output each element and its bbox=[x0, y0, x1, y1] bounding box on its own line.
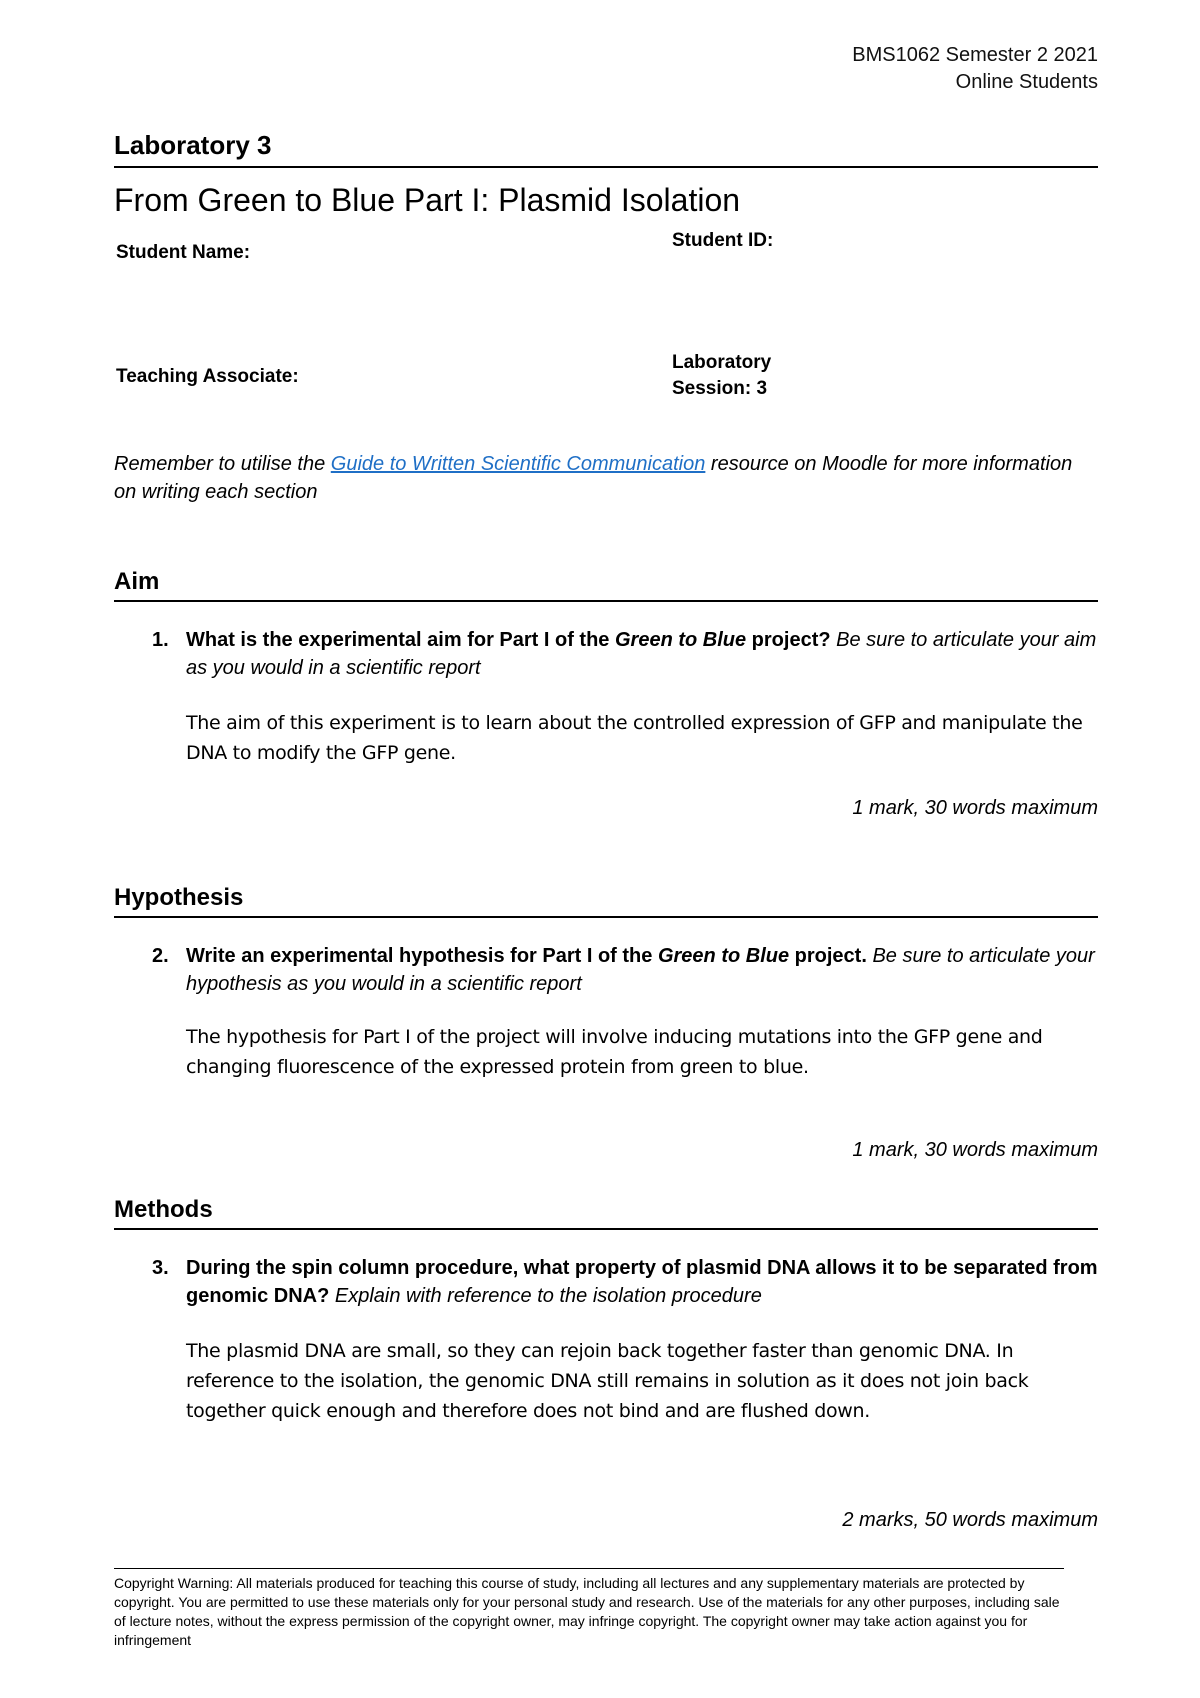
lab-title: Laboratory 3 bbox=[114, 128, 1098, 168]
question-2 bbox=[152, 942, 1098, 998]
lab-session-line1: Laboratory bbox=[672, 352, 772, 373]
student-mode: Online Students bbox=[955, 71, 1098, 93]
question-number: 1. bbox=[152, 629, 169, 651]
question-number: 2. bbox=[152, 945, 169, 967]
question-text-end: project? bbox=[746, 629, 831, 651]
lab-session-label bbox=[672, 350, 771, 402]
reminder-text-after: resource on Moodle for more information on writing each section bbox=[114, 453, 1073, 503]
answer-2: The hypothesis for Part I of the project will involve inducing mutations into the GFP gene and changing fluorescence of the expressed protein from green to blue. bbox=[186, 1026, 1043, 1078]
answer-3: The plasmid DNA are small, so they can rejoin back together faster than genomic DNA. In reference to the isolation, the genomic DNA still remains in solution as it does not join back together quick enough and therefore does not bind and are flushed down. bbox=[186, 1340, 1029, 1422]
question-text: Write an experimental hypothesis for Part I of the bbox=[186, 945, 658, 967]
section-heading-aim: Aim bbox=[114, 566, 1098, 602]
question-text-end: project. bbox=[789, 945, 867, 967]
question-instruction: Explain with reference to the isolation procedure bbox=[329, 1285, 762, 1307]
student-id-label: Student ID: bbox=[672, 230, 774, 251]
question-number: 3. bbox=[152, 1257, 169, 1279]
question-3 bbox=[152, 1254, 1098, 1310]
footer-divider bbox=[114, 1568, 1064, 1569]
project-name: Green to Blue bbox=[657, 945, 790, 967]
teaching-associate-label: Teaching Associate: bbox=[116, 366, 299, 387]
guide-link[interactable]: Guide to Written Scientific Communication bbox=[330, 453, 706, 475]
marks-2: 1 mark, 30 words maximum bbox=[852, 1139, 1098, 1161]
section-heading-hypothesis: Hypothesis bbox=[114, 882, 1098, 918]
reminder-note bbox=[114, 450, 1098, 506]
section-heading-methods: Methods bbox=[114, 1194, 1098, 1230]
question-instruction: Be sure to articulate your hypothesis as you would in a scientific report bbox=[186, 945, 1095, 995]
answer-1: The aim of this experiment is to learn about the controlled expression of GFP and manipulate the DNA to modify the GFP gene. bbox=[186, 712, 1083, 764]
lab-session-line2: Session: 3 bbox=[672, 378, 768, 399]
question-1 bbox=[152, 626, 1098, 682]
question-text: During the spin column procedure, what property of plasmid DNA allows it to be separated from genomic DNA? bbox=[186, 1257, 1098, 1307]
question-instruction: Be sure to articulate your aim as you would in a scientific report bbox=[186, 629, 1097, 679]
copyright-warning: Copyright Warning: All materials produced for teaching this course of study, including all lectures and any supplementary materials are protected by copyright. You are permitted to use these materials only for your personal study and research. Use of the materials for any other purposes, including sale of lecture notes, without the express permission of the copyright owner, may infringe copyright. The copyright owner may take action against you for infringement bbox=[114, 1575, 1060, 1648]
question-text: What is the experimental aim for Part I of the bbox=[186, 629, 615, 651]
course-code: BMS1062 Semester 2 2021 bbox=[852, 44, 1098, 66]
page-header bbox=[852, 42, 1098, 96]
page-title: From Green to Blue Part I: Plasmid Isolation bbox=[114, 182, 741, 218]
reminder-text-before: Remember to utilise the bbox=[114, 453, 331, 475]
marks-3: 2 marks, 50 words maximum bbox=[842, 1509, 1098, 1531]
marks-1: 1 mark, 30 words maximum bbox=[852, 797, 1098, 819]
student-name-label: Student Name: bbox=[116, 242, 251, 263]
document-page bbox=[114, 0, 1098, 1698]
project-name: Green to Blue bbox=[614, 629, 747, 651]
